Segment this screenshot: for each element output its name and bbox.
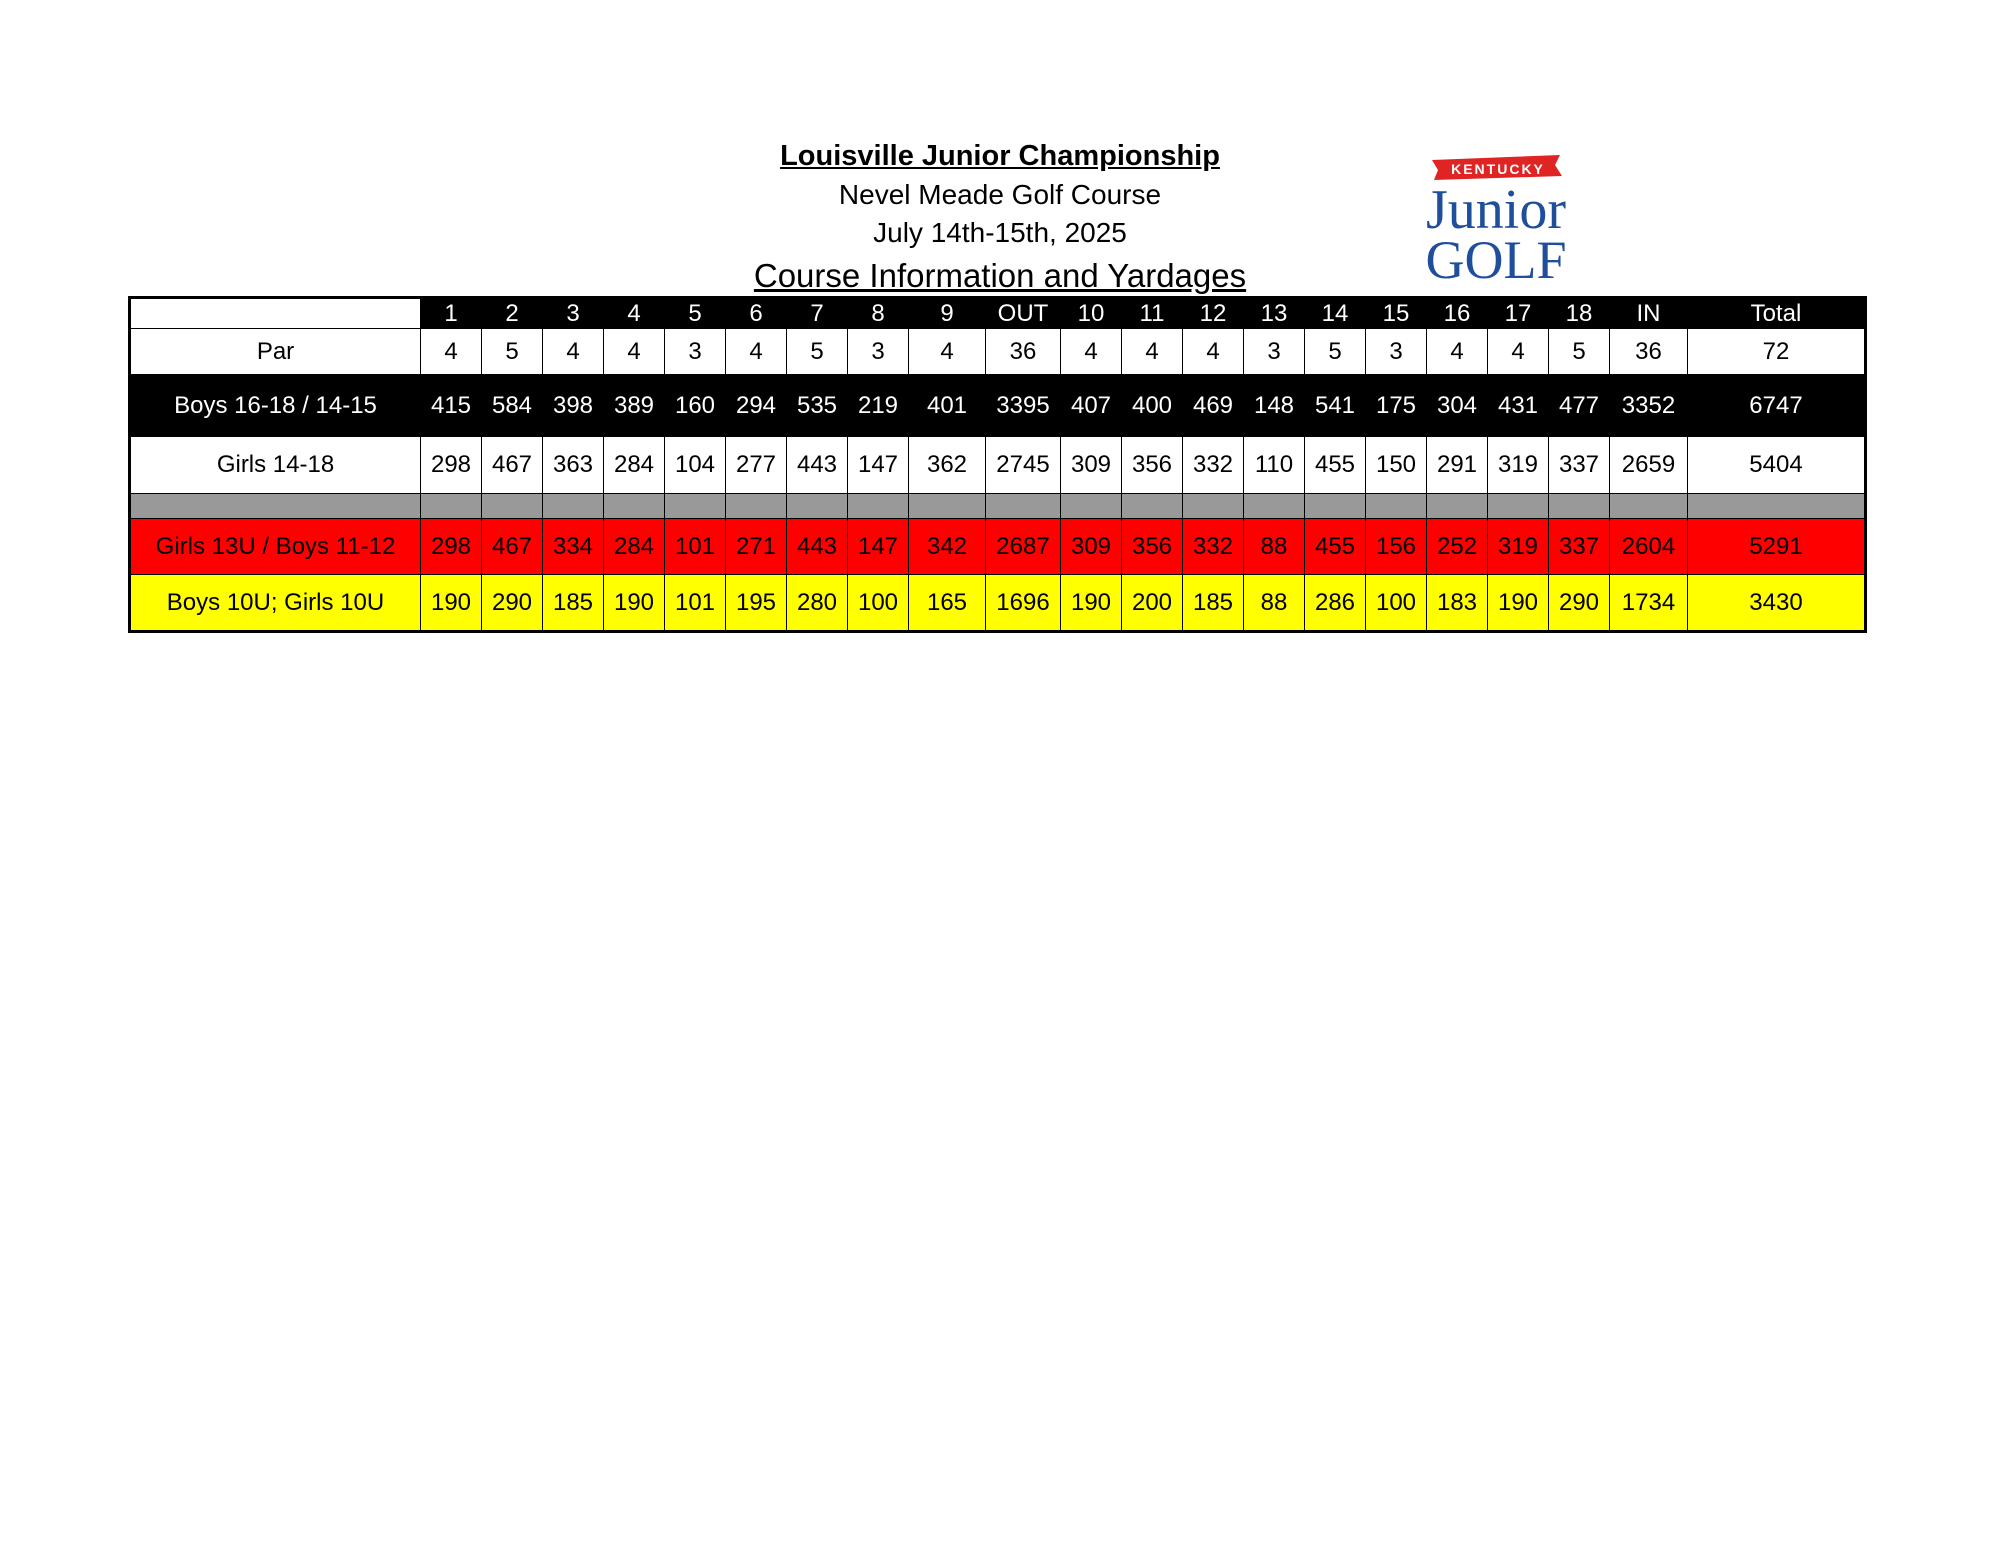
cell: 309 [1061, 437, 1122, 494]
cell: 156 [1366, 519, 1427, 575]
spacer-cell [1183, 494, 1244, 519]
cell: 334 [543, 519, 604, 575]
spacer-cell [1061, 494, 1122, 519]
hole-7-header: 7 [787, 298, 848, 329]
row-label: Girls 13U / Boys 11-12 [130, 519, 421, 575]
cell: 185 [1183, 575, 1244, 632]
spacer-cell [482, 494, 543, 519]
cell: 36 [986, 329, 1061, 375]
cell: 4 [1061, 329, 1122, 375]
cell: 477 [1549, 375, 1610, 437]
hole-1-header: 1 [421, 298, 482, 329]
spacer-cell [1610, 494, 1688, 519]
cell: 415 [421, 375, 482, 437]
cell: 291 [1427, 437, 1488, 494]
header-blank-cell [130, 298, 421, 329]
cell: 5291 [1688, 519, 1866, 575]
cell: 356 [1122, 519, 1183, 575]
cell: 294 [726, 375, 787, 437]
course-yardage-table [128, 296, 1867, 633]
hole-15-header: 15 [1366, 298, 1427, 329]
cell: 284 [604, 437, 665, 494]
cell: 455 [1305, 437, 1366, 494]
cell: 337 [1549, 437, 1610, 494]
cell: 309 [1061, 519, 1122, 575]
cell: 280 [787, 575, 848, 632]
cell: 6747 [1688, 375, 1866, 437]
spacer-cell [848, 494, 909, 519]
cell: 4 [421, 329, 482, 375]
hole-6-header: 6 [726, 298, 787, 329]
cell: 219 [848, 375, 909, 437]
cell: 88 [1244, 519, 1305, 575]
hole-header-row [130, 298, 1866, 329]
spacer-cell [787, 494, 848, 519]
cell: 467 [482, 519, 543, 575]
logo-word-junior: Junior [1426, 179, 1566, 241]
section-subtitle: Course Information and Yardages [753, 257, 1247, 294]
cell: 277 [726, 437, 787, 494]
hole-18-header: 18 [1549, 298, 1610, 329]
spacer-cell [1549, 494, 1610, 519]
cell: 5 [1305, 329, 1366, 375]
hole-13-header: 13 [1244, 298, 1305, 329]
total-header: Total [1688, 298, 1866, 329]
cell: 72 [1688, 329, 1866, 375]
cell: 195 [726, 575, 787, 632]
cell: 4 [1183, 329, 1244, 375]
spacer-cell [909, 494, 986, 519]
row-label: Boys 16-18 / 14-15 [130, 375, 421, 437]
cell: 4 [543, 329, 604, 375]
cell: 271 [726, 519, 787, 575]
row-label: Girls 14-18 [130, 437, 421, 494]
logo-banner-text: KENTUCKY [1451, 161, 1545, 177]
hole-10-header: 10 [1061, 298, 1122, 329]
cell: 110 [1244, 437, 1305, 494]
cell: 4 [604, 329, 665, 375]
cell: 4 [1122, 329, 1183, 375]
cell: 148 [1244, 375, 1305, 437]
cell: 389 [604, 375, 665, 437]
cell: 362 [909, 437, 986, 494]
cell: 3 [848, 329, 909, 375]
cell: 407 [1061, 375, 1122, 437]
header [600, 136, 1400, 298]
spacer-cell [665, 494, 726, 519]
spacer-cell [1122, 494, 1183, 519]
cell: 3 [1366, 329, 1427, 375]
cell: 190 [1488, 575, 1549, 632]
cell: 5 [787, 329, 848, 375]
cell: 3352 [1610, 375, 1688, 437]
cell: 290 [1549, 575, 1610, 632]
spacer-cell [1488, 494, 1549, 519]
girls-14-18-row [130, 437, 1866, 494]
girls-13u-row [130, 519, 1866, 575]
hole-14-header: 14 [1305, 298, 1366, 329]
cell: 2687 [986, 519, 1061, 575]
cell: 100 [1366, 575, 1427, 632]
cell: 290 [482, 575, 543, 632]
hole-12-header: 12 [1183, 298, 1244, 329]
spacer-row [130, 494, 1866, 519]
hole-16-header: 16 [1427, 298, 1488, 329]
spacer-cell [1688, 494, 1866, 519]
cell: 1734 [1610, 575, 1688, 632]
event-dates: July 14th-15th, 2025 [873, 217, 1127, 248]
boys-16-18-row [130, 375, 1866, 437]
cell: 2604 [1610, 519, 1688, 575]
cell: 200 [1122, 575, 1183, 632]
spacer-cell [1366, 494, 1427, 519]
cell: 443 [787, 437, 848, 494]
hole-3-header: 3 [543, 298, 604, 329]
cell: 298 [421, 519, 482, 575]
cell: 5 [1549, 329, 1610, 375]
cell: 2745 [986, 437, 1061, 494]
cell: 175 [1366, 375, 1427, 437]
course-name: Nevel Meade Golf Course [838, 179, 1162, 210]
row-label: Boys 10U; Girls 10U [130, 575, 421, 632]
hole-8-header: 8 [848, 298, 909, 329]
cell: 398 [543, 375, 604, 437]
kentucky-junior-golf-logo [1410, 150, 1580, 285]
cell: 4 [1488, 329, 1549, 375]
hole-2-header: 2 [482, 298, 543, 329]
cell: 5404 [1688, 437, 1866, 494]
spacer-cell [421, 494, 482, 519]
cell: 2659 [1610, 437, 1688, 494]
cell: 5 [482, 329, 543, 375]
out-header: OUT [986, 298, 1061, 329]
cell: 4 [909, 329, 986, 375]
cell: 332 [1183, 437, 1244, 494]
cell: 356 [1122, 437, 1183, 494]
cell: 467 [482, 437, 543, 494]
par-row [130, 329, 1866, 375]
cell: 319 [1488, 519, 1549, 575]
cell: 150 [1366, 437, 1427, 494]
spacer-cell [1427, 494, 1488, 519]
cell: 4 [1427, 329, 1488, 375]
cell: 443 [787, 519, 848, 575]
cell: 584 [482, 375, 543, 437]
cell: 147 [848, 519, 909, 575]
hole-5-header: 5 [665, 298, 726, 329]
cell: 298 [421, 437, 482, 494]
hole-11-header: 11 [1122, 298, 1183, 329]
event-title: Louisville Junior Championship [780, 140, 1220, 172]
cell: 3395 [986, 375, 1061, 437]
cell: 36 [1610, 329, 1688, 375]
spacer-cell [130, 494, 421, 519]
spacer-cell [1305, 494, 1366, 519]
hole-9-header: 9 [909, 298, 986, 329]
cell: 183 [1427, 575, 1488, 632]
cell: 3430 [1688, 575, 1866, 632]
cell: 147 [848, 437, 909, 494]
spacer-cell [1244, 494, 1305, 519]
cell: 342 [909, 519, 986, 575]
cell: 165 [909, 575, 986, 632]
cell: 431 [1488, 375, 1549, 437]
in-header: IN [1610, 298, 1688, 329]
spacer-cell [726, 494, 787, 519]
cell: 185 [543, 575, 604, 632]
cell: 3 [1244, 329, 1305, 375]
cell: 337 [1549, 519, 1610, 575]
cell: 332 [1183, 519, 1244, 575]
cell: 190 [421, 575, 482, 632]
cell: 101 [665, 519, 726, 575]
cell: 304 [1427, 375, 1488, 437]
cell: 363 [543, 437, 604, 494]
cell: 401 [909, 375, 986, 437]
cell: 469 [1183, 375, 1244, 437]
cell: 4 [726, 329, 787, 375]
logo-word-golf: GOLF [1425, 230, 1567, 285]
cell: 400 [1122, 375, 1183, 437]
cell: 3 [665, 329, 726, 375]
cell: 541 [1305, 375, 1366, 437]
cell: 101 [665, 575, 726, 632]
cell: 190 [604, 575, 665, 632]
cell: 104 [665, 437, 726, 494]
spacer-cell [986, 494, 1061, 519]
cell: 88 [1244, 575, 1305, 632]
cell: 100 [848, 575, 909, 632]
spacer-cell [543, 494, 604, 519]
spacer-cell [604, 494, 665, 519]
cell: 284 [604, 519, 665, 575]
cell: 190 [1061, 575, 1122, 632]
cell: 160 [665, 375, 726, 437]
cell: 1696 [986, 575, 1061, 632]
cell: 455 [1305, 519, 1366, 575]
cell: 252 [1427, 519, 1488, 575]
hole-4-header: 4 [604, 298, 665, 329]
cell: 319 [1488, 437, 1549, 494]
row-label: Par [130, 329, 421, 375]
cell: 535 [787, 375, 848, 437]
cell: 286 [1305, 575, 1366, 632]
boys-10u-row [130, 575, 1866, 632]
hole-17-header: 17 [1488, 298, 1549, 329]
